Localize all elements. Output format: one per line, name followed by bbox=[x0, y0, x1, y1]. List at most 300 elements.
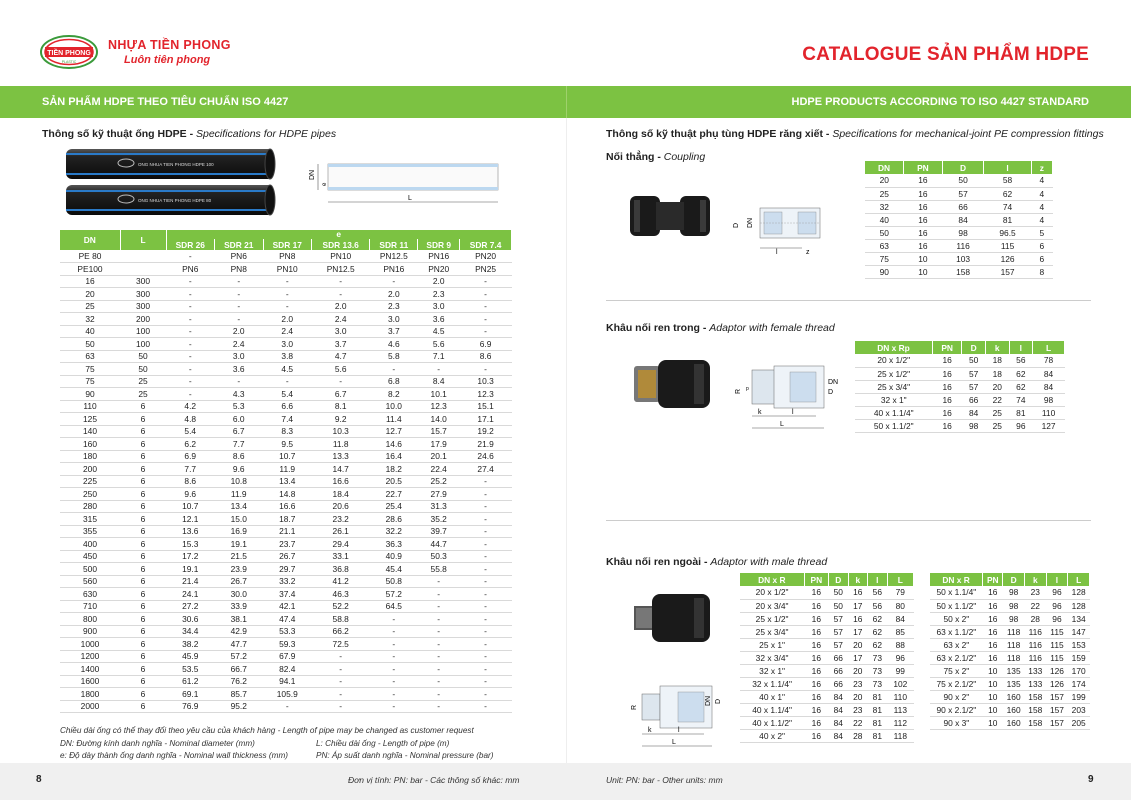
table-cell: 6 bbox=[120, 588, 166, 601]
table-cell: 102 bbox=[887, 677, 913, 690]
table-cell: 26.7 bbox=[215, 575, 264, 588]
table-cell: 76.2 bbox=[215, 675, 264, 688]
table-cell: 96 bbox=[1046, 599, 1068, 612]
table-cell: 400 bbox=[60, 538, 120, 551]
table-cell: 62 bbox=[868, 625, 888, 638]
table-row bbox=[930, 664, 1090, 677]
band-title-left: SẢN PHẨM HDPE THEO TIÊU CHUẨN ISO 4427 bbox=[42, 96, 289, 108]
table-cell: 50 bbox=[60, 338, 120, 351]
table-cell: - bbox=[460, 325, 512, 338]
table-cell: 6.8 bbox=[370, 375, 418, 388]
table-cell: 61.2 bbox=[166, 675, 215, 688]
table-cell: 199 bbox=[1068, 690, 1090, 703]
table-cell: 50 x 1.1/4" bbox=[930, 586, 983, 599]
table-cell: 3.0 bbox=[312, 325, 370, 338]
table-cell: - bbox=[263, 300, 312, 313]
table-cell: 32 x 1" bbox=[740, 664, 804, 677]
table-cell: - bbox=[418, 700, 460, 713]
table-cell: 5.6 bbox=[312, 363, 370, 376]
column-header: k bbox=[1024, 573, 1046, 586]
pipe-table-body bbox=[60, 250, 512, 713]
column-header: k bbox=[848, 573, 868, 586]
table-cell: 10.3 bbox=[460, 375, 512, 388]
table-cell: 42.1 bbox=[263, 600, 312, 613]
table-cell: 5.8 bbox=[370, 350, 418, 363]
table-cell: 6 bbox=[120, 525, 166, 538]
column-header: D bbox=[942, 161, 984, 174]
female-adaptor-diagram bbox=[730, 360, 840, 434]
table-cell: 3.6 bbox=[215, 363, 264, 376]
table-cell: 110 bbox=[1033, 406, 1065, 419]
table-cell: 133 bbox=[1024, 664, 1046, 677]
svg-text:z: z bbox=[806, 249, 810, 256]
table-row bbox=[865, 174, 1053, 187]
table-cell: 9.2 bbox=[312, 413, 370, 426]
svg-text:e: e bbox=[322, 182, 328, 186]
table-cell: 118 bbox=[1003, 625, 1025, 638]
table-cell: 16 bbox=[804, 716, 828, 729]
table-cell: 16 bbox=[848, 586, 868, 599]
table-cell: 158 bbox=[942, 265, 984, 278]
table-row bbox=[865, 265, 1053, 278]
table-cell: 40 bbox=[60, 325, 120, 338]
table-cell: 96 bbox=[1046, 612, 1068, 625]
table-cell: - bbox=[460, 313, 512, 326]
table-cell: - bbox=[312, 650, 370, 663]
table-cell: 6 bbox=[120, 675, 166, 688]
table-cell: 1600 bbox=[60, 675, 120, 688]
svg-text:L: L bbox=[780, 421, 784, 428]
table-cell: 45.9 bbox=[166, 650, 215, 663]
col-dn: DN bbox=[60, 230, 120, 250]
table-cell: 38.1 bbox=[215, 613, 264, 626]
table-cell: 126 bbox=[1046, 677, 1068, 690]
table-cell: - bbox=[370, 638, 418, 651]
table-cell: 85 bbox=[887, 625, 913, 638]
pipe-spec-title: Thông số kỹ thuật ống HDPE - Specifications for HDPE pipes bbox=[42, 128, 337, 140]
table-cell: 39.7 bbox=[418, 525, 460, 538]
table-cell: 160 bbox=[1003, 690, 1025, 703]
table-cell: 6 bbox=[120, 663, 166, 676]
table-cell: PN8 bbox=[263, 250, 312, 263]
table-cell: 23 bbox=[848, 677, 868, 690]
table-cell: 20 x 3/4" bbox=[740, 599, 804, 612]
table-cell: 40 x 1" bbox=[740, 690, 804, 703]
table-cell: 6 bbox=[120, 463, 166, 476]
column-header: DN bbox=[865, 161, 904, 174]
table-cell: - bbox=[418, 363, 460, 376]
table-row bbox=[930, 716, 1090, 729]
table-cell: 20 bbox=[848, 664, 868, 677]
table-cell: 6 bbox=[120, 550, 166, 563]
table-row bbox=[60, 350, 512, 363]
table-cell: 84 bbox=[829, 690, 849, 703]
table-cell: - bbox=[370, 675, 418, 688]
table-cell: 47.4 bbox=[263, 613, 312, 626]
table-cell: 100 bbox=[120, 325, 166, 338]
table-cell: 40.9 bbox=[370, 550, 418, 563]
table-row bbox=[60, 313, 512, 326]
table-cell: 128 bbox=[1068, 599, 1090, 612]
male-a-header-row bbox=[740, 573, 914, 586]
table-cell: 99 bbox=[887, 664, 913, 677]
table-row bbox=[60, 675, 512, 688]
table-cell: 16 bbox=[932, 419, 961, 432]
table-cell: 63 x 2" bbox=[930, 638, 983, 651]
table-cell: 125 bbox=[60, 413, 120, 426]
table-cell: 12.1 bbox=[166, 513, 215, 526]
table-cell: 127 bbox=[1033, 419, 1065, 432]
table-cell: - bbox=[418, 688, 460, 701]
female-adaptor-table bbox=[855, 341, 1065, 433]
table-cell: 21.4 bbox=[166, 575, 215, 588]
coupling-header-row bbox=[865, 161, 1053, 174]
table-row bbox=[60, 475, 512, 488]
table-cell: 69.1 bbox=[166, 688, 215, 701]
table-cell: 98 bbox=[1033, 393, 1065, 406]
table-cell: 96 bbox=[1009, 419, 1033, 432]
table-cell: 40 x 1.1/4" bbox=[855, 406, 932, 419]
table-cell: 16 bbox=[983, 612, 1003, 625]
table-cell: 6 bbox=[120, 625, 166, 638]
table-cell: 46.3 bbox=[312, 588, 370, 601]
pipe-spec-table bbox=[60, 230, 512, 713]
table-cell: 80 bbox=[887, 599, 913, 612]
table-cell: 14.8 bbox=[263, 488, 312, 501]
table-cell: - bbox=[312, 688, 370, 701]
coupling-table-body bbox=[865, 174, 1053, 278]
table-cell: 50 bbox=[120, 350, 166, 363]
table-cell: 52.2 bbox=[312, 600, 370, 613]
table-cell: 18 bbox=[985, 367, 1009, 380]
table-cell: 96.5 bbox=[984, 226, 1031, 239]
table-cell: - bbox=[460, 638, 512, 651]
table-cell: 6 bbox=[120, 700, 166, 713]
table-cell: - bbox=[370, 275, 418, 288]
table-cell: 115 bbox=[1046, 651, 1068, 664]
table-cell: 20.5 bbox=[370, 475, 418, 488]
table-cell: 25 x 1" bbox=[740, 638, 804, 651]
table-cell: 50 bbox=[829, 586, 849, 599]
table-cell: 16 bbox=[804, 599, 828, 612]
table-cell: 56 bbox=[868, 599, 888, 612]
table-cell: 20 bbox=[60, 288, 120, 301]
table-cell: 7.7 bbox=[166, 463, 215, 476]
table-cell: 4.3 bbox=[215, 388, 264, 401]
table-cell: 12.7 bbox=[370, 425, 418, 438]
table-row bbox=[60, 600, 512, 613]
table-cell: 16.6 bbox=[312, 475, 370, 488]
table-cell: 62 bbox=[868, 638, 888, 651]
brand-name: NHỰA TIỀN PHONG bbox=[108, 38, 231, 52]
table-cell: 147 bbox=[1068, 625, 1090, 638]
table-cell: PN20 bbox=[418, 263, 460, 276]
section-band bbox=[0, 86, 1131, 118]
table-cell: 10 bbox=[904, 265, 943, 278]
table-cell: 47.7 bbox=[215, 638, 264, 651]
table-row bbox=[60, 413, 512, 426]
table-cell: 17.9 bbox=[418, 438, 460, 451]
table-cell: 36.8 bbox=[312, 563, 370, 576]
table-cell: 20 x 1/2" bbox=[740, 586, 804, 599]
table-cell: 22.7 bbox=[370, 488, 418, 501]
table-cell: 500 bbox=[60, 563, 120, 576]
table-cell: 42.9 bbox=[215, 625, 264, 638]
table-cell: 14.0 bbox=[418, 413, 460, 426]
table-cell: 12.3 bbox=[418, 400, 460, 413]
table-cell: 9.6 bbox=[166, 488, 215, 501]
table-cell: PN20 bbox=[460, 250, 512, 263]
table-cell: 4 bbox=[1031, 187, 1052, 200]
table-cell bbox=[120, 263, 166, 276]
svg-text:L: L bbox=[408, 195, 412, 202]
table-cell: 4.5 bbox=[263, 363, 312, 376]
table-cell: - bbox=[460, 525, 512, 538]
table-row bbox=[60, 663, 512, 676]
table-cell: - bbox=[418, 675, 460, 688]
table-cell: 2.0 bbox=[370, 288, 418, 301]
note-length: Chiều dài ống có thể thay đổi theo yêu cầu của khách hàng - Length of pipe may be changed as customer request bbox=[60, 726, 474, 735]
svg-text:TIỀN PHONG: TIỀN PHONG bbox=[47, 50, 91, 57]
table-cell: - bbox=[370, 688, 418, 701]
table-cell: 12.3 bbox=[460, 388, 512, 401]
table-cell: 158 bbox=[1024, 703, 1046, 716]
table-cell: - bbox=[312, 700, 370, 713]
band-divider bbox=[566, 86, 567, 118]
table-row bbox=[60, 550, 512, 563]
female-adaptor-title: Khâu nối ren trong - Adaptor with female thread bbox=[606, 322, 835, 334]
table-row bbox=[865, 226, 1053, 239]
table-cell: 6 bbox=[120, 563, 166, 576]
table-cell: 118 bbox=[887, 729, 913, 742]
catalogue-title: CATALOGUE SẢN PHẨM HDPE bbox=[802, 44, 1089, 65]
table-row bbox=[60, 288, 512, 301]
table-cell: - bbox=[312, 375, 370, 388]
table-row bbox=[60, 388, 512, 401]
table-cell: 174 bbox=[1068, 677, 1090, 690]
table-cell: 116 bbox=[1024, 625, 1046, 638]
table-cell: 84 bbox=[1033, 367, 1065, 380]
table-cell: 57.2 bbox=[370, 588, 418, 601]
table-cell: 128 bbox=[1068, 586, 1090, 599]
table-cell: 27.4 bbox=[460, 463, 512, 476]
table-cell: PN10 bbox=[263, 263, 312, 276]
table-cell: - bbox=[418, 625, 460, 638]
table-row bbox=[930, 625, 1090, 638]
table-cell: 6.7 bbox=[215, 425, 264, 438]
table-cell: 25.2 bbox=[418, 475, 460, 488]
table-cell: 66.7 bbox=[215, 663, 264, 676]
male-adaptor-table-b bbox=[930, 573, 1090, 730]
section-divider bbox=[606, 520, 1091, 521]
table-cell: 37.4 bbox=[263, 588, 312, 601]
table-cell: 11.9 bbox=[215, 488, 264, 501]
table-cell: 10.8 bbox=[215, 475, 264, 488]
table-cell: 158 bbox=[1024, 716, 1046, 729]
table-cell: 20 bbox=[865, 174, 904, 187]
table-cell: 27.2 bbox=[166, 600, 215, 613]
table-cell: 17.1 bbox=[460, 413, 512, 426]
table-cell: 6.7 bbox=[312, 388, 370, 401]
table-row bbox=[930, 612, 1090, 625]
table-cell: 30.0 bbox=[215, 588, 264, 601]
table-cell: 10 bbox=[983, 677, 1003, 690]
table-cell: - bbox=[370, 363, 418, 376]
table-cell: 16 bbox=[932, 354, 961, 367]
table-cell: 9.5 bbox=[263, 438, 312, 451]
table-row bbox=[60, 650, 512, 663]
column-header: l bbox=[868, 573, 888, 586]
table-cell bbox=[120, 250, 166, 263]
column-header: DN x R bbox=[930, 573, 983, 586]
table-cell: 76.9 bbox=[166, 700, 215, 713]
table-cell: 16 bbox=[932, 367, 961, 380]
table-cell: 900 bbox=[60, 625, 120, 638]
table-cell: 15.1 bbox=[460, 400, 512, 413]
table-cell: 16 bbox=[848, 612, 868, 625]
table-cell: 16 bbox=[804, 651, 828, 664]
table-row bbox=[60, 325, 512, 338]
table-cell: 16 bbox=[983, 651, 1003, 664]
table-cell: PN16 bbox=[418, 250, 460, 263]
table-cell: 15.0 bbox=[215, 513, 264, 526]
male-b-header-row bbox=[930, 573, 1090, 586]
table-cell: 16 bbox=[904, 187, 943, 200]
table-cell: 63 x 2.1/2" bbox=[930, 651, 983, 664]
table-cell: 2.4 bbox=[215, 338, 264, 351]
table-cell: 19.1 bbox=[166, 563, 215, 576]
table-cell: 81 bbox=[1009, 406, 1033, 419]
svg-text:l: l bbox=[678, 727, 680, 734]
table-cell: - bbox=[418, 663, 460, 676]
table-cell: 25 bbox=[120, 388, 166, 401]
table-cell: - bbox=[460, 700, 512, 713]
table-cell: PN10 bbox=[312, 250, 370, 263]
table-cell: 16 bbox=[804, 664, 828, 677]
table-cell: 16 bbox=[904, 213, 943, 226]
table-cell: 16 bbox=[904, 174, 943, 187]
table-cell: 57 bbox=[962, 380, 986, 393]
table-cell: 25.4 bbox=[370, 500, 418, 513]
table-cell: 16 bbox=[983, 599, 1003, 612]
table-cell: 3.6 bbox=[418, 313, 460, 326]
table-cell: 4 bbox=[1031, 174, 1052, 187]
table-cell: 2000 bbox=[60, 700, 120, 713]
table-cell: 2.3 bbox=[418, 288, 460, 301]
table-cell: 90 x 2" bbox=[930, 690, 983, 703]
table-cell: 6 bbox=[120, 513, 166, 526]
male-adaptor-table-a bbox=[740, 573, 914, 743]
table-cell: 17 bbox=[848, 625, 868, 638]
male-b-table-body bbox=[930, 586, 1090, 729]
table-cell: 6 bbox=[1031, 252, 1052, 265]
table-cell: - bbox=[460, 663, 512, 676]
table-cell: 8.2 bbox=[370, 388, 418, 401]
svg-text:PLASTIC: PLASTIC bbox=[61, 60, 77, 64]
table-cell: 560 bbox=[60, 575, 120, 588]
table-cell: 16 bbox=[932, 393, 961, 406]
column-header: L bbox=[887, 573, 913, 586]
table-cell: 53.5 bbox=[166, 663, 215, 676]
table-cell: 16 bbox=[904, 226, 943, 239]
table-cell: 33.2 bbox=[263, 575, 312, 588]
table-row bbox=[60, 513, 512, 526]
table-cell: 44.7 bbox=[418, 538, 460, 551]
table-cell: 16 bbox=[804, 703, 828, 716]
table-row bbox=[930, 638, 1090, 651]
table-row bbox=[865, 239, 1053, 252]
table-row bbox=[865, 200, 1053, 213]
table-cell: - bbox=[370, 663, 418, 676]
table-cell: 29.4 bbox=[312, 538, 370, 551]
table-cell: 63 x 1.1/2" bbox=[930, 625, 983, 638]
table-cell: 16.4 bbox=[370, 450, 418, 463]
table-row bbox=[740, 716, 914, 729]
table-cell: 32.2 bbox=[370, 525, 418, 538]
table-cell: 73 bbox=[868, 651, 888, 664]
table-cell: 20.6 bbox=[312, 500, 370, 513]
table-cell: 203 bbox=[1068, 703, 1090, 716]
table-cell: 10.7 bbox=[166, 500, 215, 513]
svg-text:l: l bbox=[792, 409, 794, 416]
table-cell: - bbox=[166, 350, 215, 363]
table-cell: 16 bbox=[983, 638, 1003, 651]
table-cell: 20 bbox=[848, 690, 868, 703]
table-cell: 50.3 bbox=[418, 550, 460, 563]
table-cell: 5 bbox=[1031, 226, 1052, 239]
table-cell: 4 bbox=[1031, 200, 1052, 213]
table-cell: 33.1 bbox=[312, 550, 370, 563]
table-cell: 53.3 bbox=[263, 625, 312, 638]
table-cell: 23 bbox=[1024, 586, 1046, 599]
table-cell: - bbox=[263, 700, 312, 713]
page-header bbox=[0, 0, 1131, 85]
table-cell: 180 bbox=[60, 450, 120, 463]
table-cell: 90 bbox=[865, 265, 904, 278]
table-cell: - bbox=[460, 650, 512, 663]
table-row bbox=[60, 588, 512, 601]
table-cell: 74 bbox=[984, 200, 1031, 213]
table-cell: 28.6 bbox=[370, 513, 418, 526]
table-cell: 4.5 bbox=[418, 325, 460, 338]
pipe-notes bbox=[60, 725, 494, 763]
table-cell: 25 x 1/2" bbox=[855, 367, 932, 380]
table-cell: 45.4 bbox=[370, 563, 418, 576]
table-cell: - bbox=[215, 300, 264, 313]
table-cell: 90 bbox=[60, 388, 120, 401]
table-cell: PN12.5 bbox=[312, 263, 370, 276]
table-cell: 32 x 3/4" bbox=[740, 651, 804, 664]
table-cell: - bbox=[460, 625, 512, 638]
table-cell: 66.2 bbox=[312, 625, 370, 638]
female-header-row bbox=[855, 341, 1065, 354]
table-cell: 200 bbox=[120, 313, 166, 326]
table-cell: 160 bbox=[60, 438, 120, 451]
table-cell: 32 bbox=[60, 313, 120, 326]
table-cell: - bbox=[166, 325, 215, 338]
table-cell: 33.9 bbox=[215, 600, 264, 613]
column-header: k bbox=[985, 341, 1009, 354]
table-cell: 135 bbox=[1003, 677, 1025, 690]
table-cell: 40 x 1.1/2" bbox=[740, 716, 804, 729]
table-row bbox=[930, 599, 1090, 612]
table-cell: 4.8 bbox=[166, 413, 215, 426]
table-cell: - bbox=[166, 375, 215, 388]
table-cell: 5.4 bbox=[263, 388, 312, 401]
table-cell: - bbox=[418, 613, 460, 626]
column-header: PN bbox=[983, 573, 1003, 586]
table-row bbox=[60, 638, 512, 651]
